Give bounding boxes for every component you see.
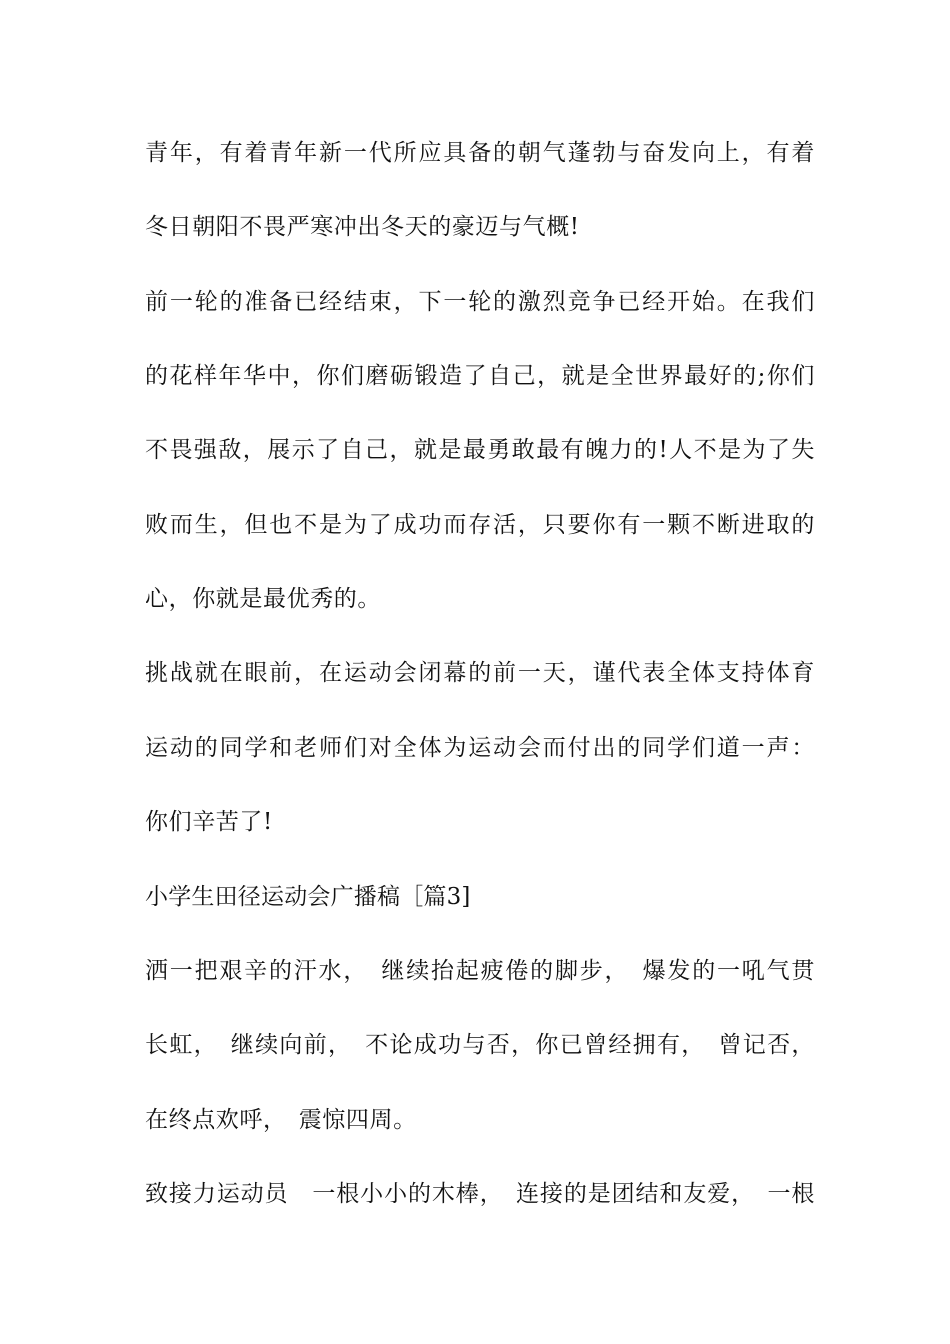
text-line: 在终点欢呼， 震惊四周。 <box>145 1107 417 1133</box>
text-line: 冬日朝阳不畏严寒冲出冬天的豪迈与气概! <box>145 214 580 240</box>
text-line: 败而生，但也不是为了成功而存活，只要你有一颗不断进取的 <box>145 512 815 538</box>
text-line: 挑战就在眼前，在运动会闭幕的前一天，谨代表全体支持体育 <box>145 660 815 686</box>
text-line: 你们辛苦了! <box>145 809 273 835</box>
text-line: 长虹， 继续向前， 不论成功与否，你已曾经拥有， 曾记否， <box>145 1032 815 1058</box>
text-line: 的花样年华中，你们磨砺锻造了自己，就是全世界最好的;你们 <box>145 363 815 389</box>
text-line: 心，你就是最优秀的。 <box>145 586 381 612</box>
text-line: 运动的同学和老师们对全体为运动会而付出的同学们道一声： <box>145 735 815 761</box>
text-line: 青年，有着青年新一代所应具备的朝气蓬勃与奋发向上，有着 <box>145 140 815 166</box>
text-line: 致接力运动员 一根小小的木棒， 连接的是团结和友爱， 一根 <box>145 1181 815 1207</box>
text-line: 不畏强敌，展示了自己，就是最勇敢最有魄力的!人不是为了失 <box>145 437 815 463</box>
text-line: 前一轮的准备已经结束，下一轮的激烈竞争已经开始。在我们 <box>145 289 815 315</box>
section-heading: 小学生田径运动会广播稿［篇3] <box>145 884 471 910</box>
text-line: 洒一把艰辛的汗水， 继续抬起疲倦的脚步， 爆发的一吼气贯 <box>145 958 815 984</box>
